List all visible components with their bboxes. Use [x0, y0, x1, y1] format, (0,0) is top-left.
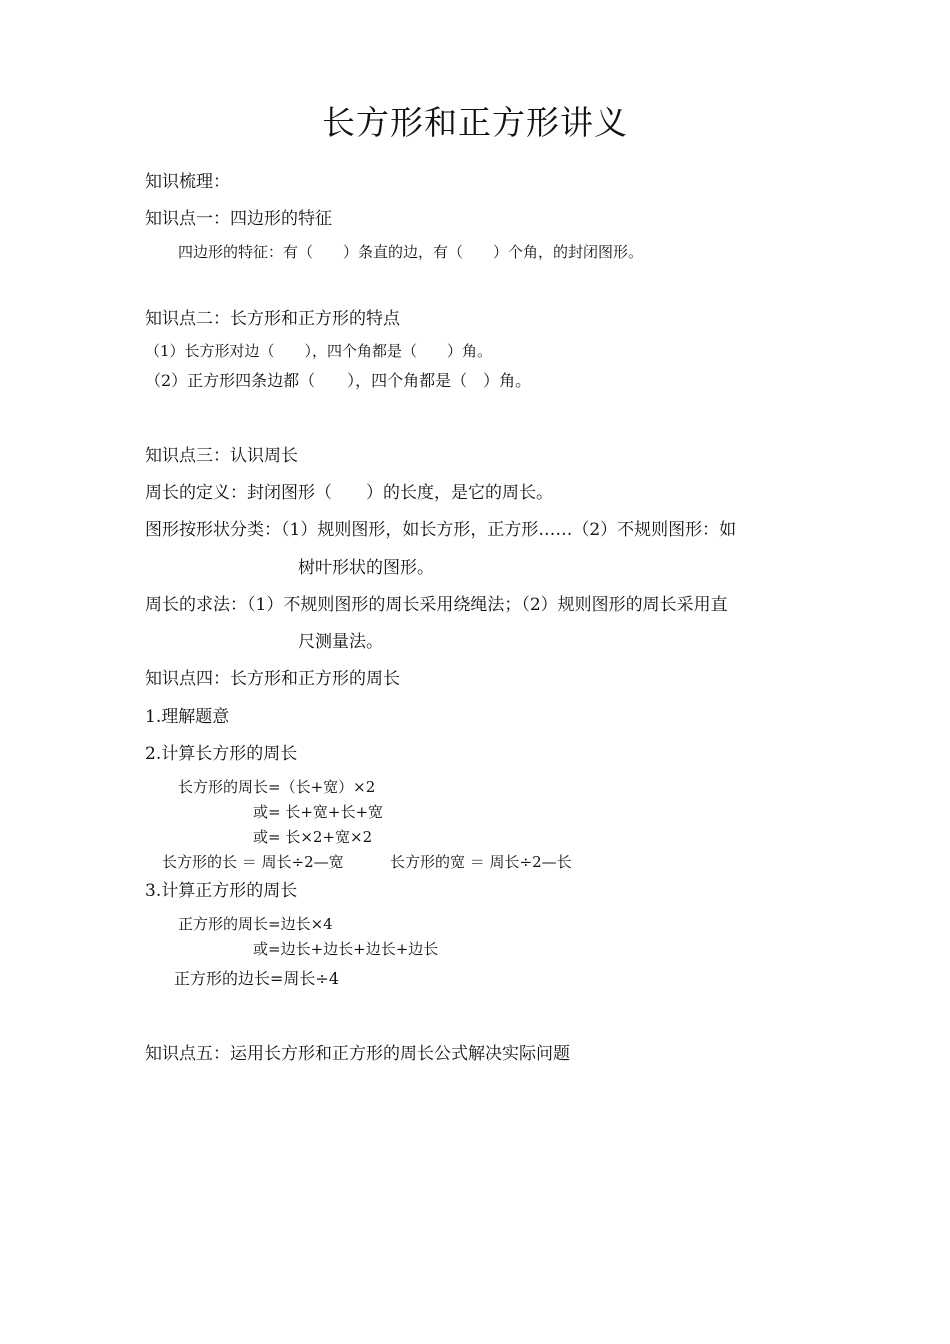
point2-line2: （2）正方形四条边都（ ），四个角都是（ ）角。	[145, 371, 532, 390]
point3-definition: 周长的定义：封闭图形（ ）的长度，是它的周长。	[145, 483, 553, 503]
overview-label: 知识梳理：	[145, 172, 230, 192]
document-title: 长方形和正方形讲义	[322, 103, 628, 142]
point4-item2: 2.计算长方形的周长	[145, 744, 298, 764]
point5-heading: 知识点五：运用长方形和正方形的周长公式解决实际问题	[145, 1044, 570, 1064]
point3-method-line2: 尺测量法。	[298, 632, 383, 652]
point4-item1: 1.理解题意	[145, 707, 230, 727]
point4-heading: 知识点四：长方形和正方形的周长	[145, 669, 400, 689]
rect-perimeter-formula-alt2: 或= 长×2+宽×2	[253, 828, 373, 846]
rect-width-formula: 长方形的宽 ＝ 周长÷2—长	[390, 853, 572, 871]
point1-line1: 四边形的特征：有（ ）条直的边，有（ ）个角，的封闭图形。	[178, 243, 644, 261]
point3-method-line1: 周长的求法：（1）不规则图形的周长采用绕绳法；（2）规则图形的周长采用直	[145, 595, 728, 615]
point4-item3: 3.计算正方形的周长	[145, 881, 298, 901]
rect-length-formula: 长方形的长 ＝ 周长÷2—宽	[162, 853, 344, 871]
rect-perimeter-formula: 长方形的周长=（长+宽）×2	[178, 778, 376, 796]
square-perimeter-formula: 正方形的周长=边长×4	[178, 915, 333, 933]
rect-perimeter-formula-alt1: 或= 长+宽+长+宽	[253, 803, 384, 821]
point3-classify-line1: 图形按形状分类：（1）规则图形，如长方形，正方形……（2）不规则图形：如	[145, 520, 737, 540]
point3-classify-line2: 树叶形状的图形。	[298, 558, 434, 578]
point2-heading: 知识点二：长方形和正方形的特点	[145, 309, 400, 329]
point2-line1: （1）长方形对边（ ），四个角都是（ ）角。	[145, 342, 493, 360]
point3-heading: 知识点三：认识周长	[145, 446, 298, 466]
point1-heading: 知识点一：四边形的特征	[145, 209, 332, 229]
square-side-formula: 正方形的边长=周长÷4	[174, 969, 339, 988]
square-perimeter-formula-alt: 或=边长+边长+边长+边长	[253, 940, 439, 958]
